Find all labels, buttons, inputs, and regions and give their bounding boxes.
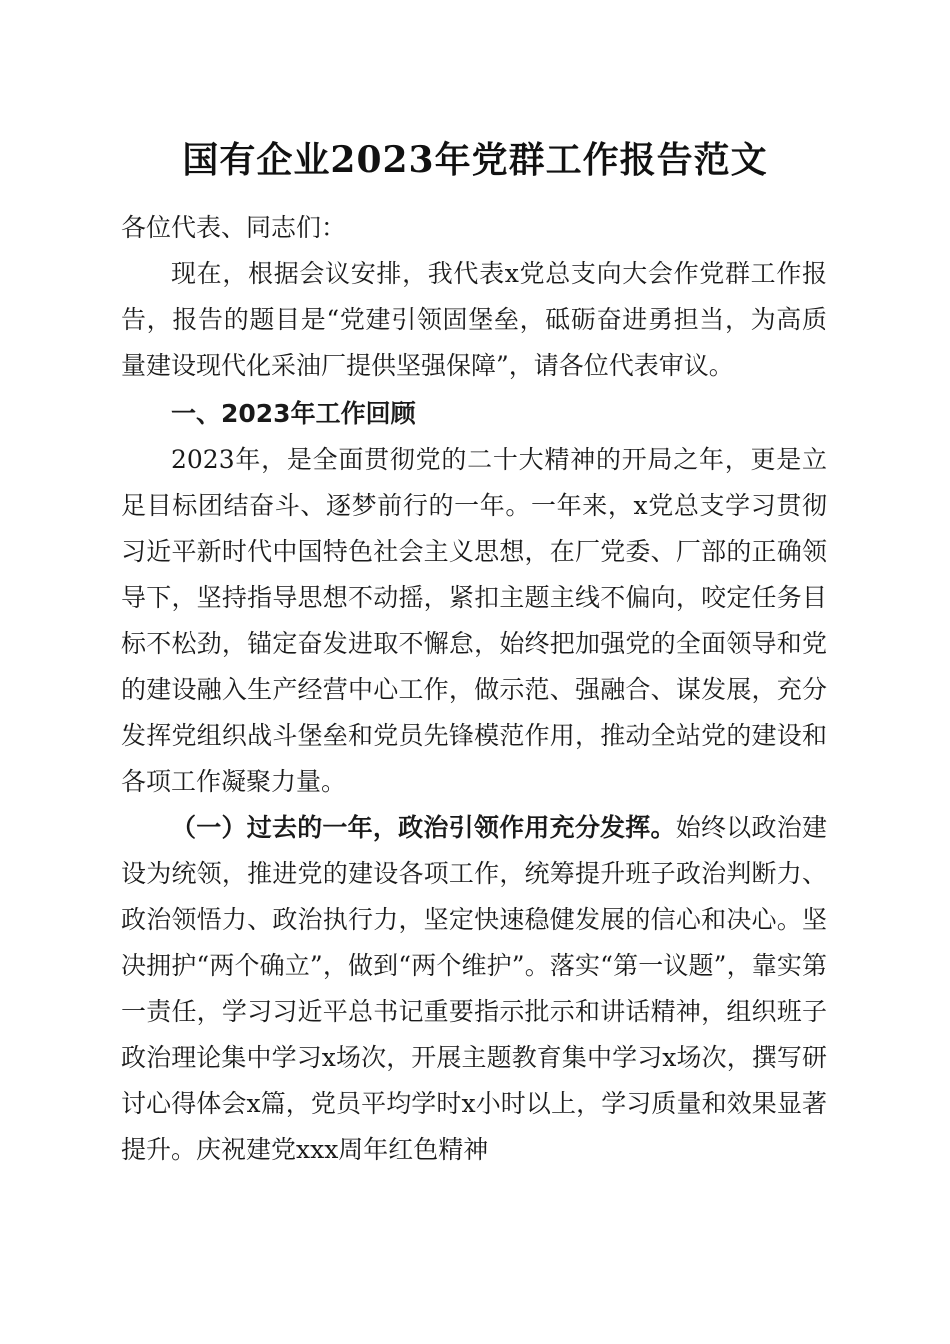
section-heading: 一、2023年工作回顾 [171, 399, 416, 428]
document-body [121, 205, 827, 1173]
subsection-lead: （一）过去的一年，政治引领作用充分发挥。 [171, 813, 676, 842]
document-title: 国有企业2023年党群工作报告范文 [182, 139, 768, 181]
review-paragraph: 2023年，是全面贯彻党的二十大精神的开局之年，更是立足目标团结奋斗、逐梦前行的一年。一年来，x党总支学习贯彻习近平新时代中国特色社会主义思想，在厂党委、厂部的正确领导下，坚持指导思想不动摇，紧扣主题主线不偏向，咬定任务目标不松劲，锚定奋发进取不懈怠，始终把加强党的全面领导和党的建设融入生产经营中心工作，做示范、强融合、谋发展，充分发挥党组织战斗堡垒和党员先锋模范作用，推动全站党的建设和各项工作凝聚力量。 [121, 445, 827, 796]
subsection-paragraph [121, 805, 827, 1173]
intro-paragraph: 现在，根据会议安排，我代表x党总支向大会作党群工作报告，报告的题目是“党建引领固堡垒，砥砺奋进勇担当，为高质量建设现代化采油厂提供坚强保障”，请各位代表审议。 [121, 259, 827, 380]
subsection-text: 始终以政治建设为统领，推进党的建设各项工作，统筹提升班子政治判断力、政治领悟力、政治执行力，坚定快速稳健发展的信心和决心。坚决拥护“两个确立”，做到“两个维护”。落实“第一议题”，靠实第一责任，学习习近平总书记重要指示批示和讲话精神，组织班子政治理论集中学习x场次，开展主题教育集中学习x场次，撰写研讨心得体会x篇，党员平均学时x小时以上，学习质量和效果显著提升。庆祝建党xxx周年红色精神 [121, 813, 827, 1164]
greeting-line: 各位代表、同志们： [121, 213, 347, 242]
